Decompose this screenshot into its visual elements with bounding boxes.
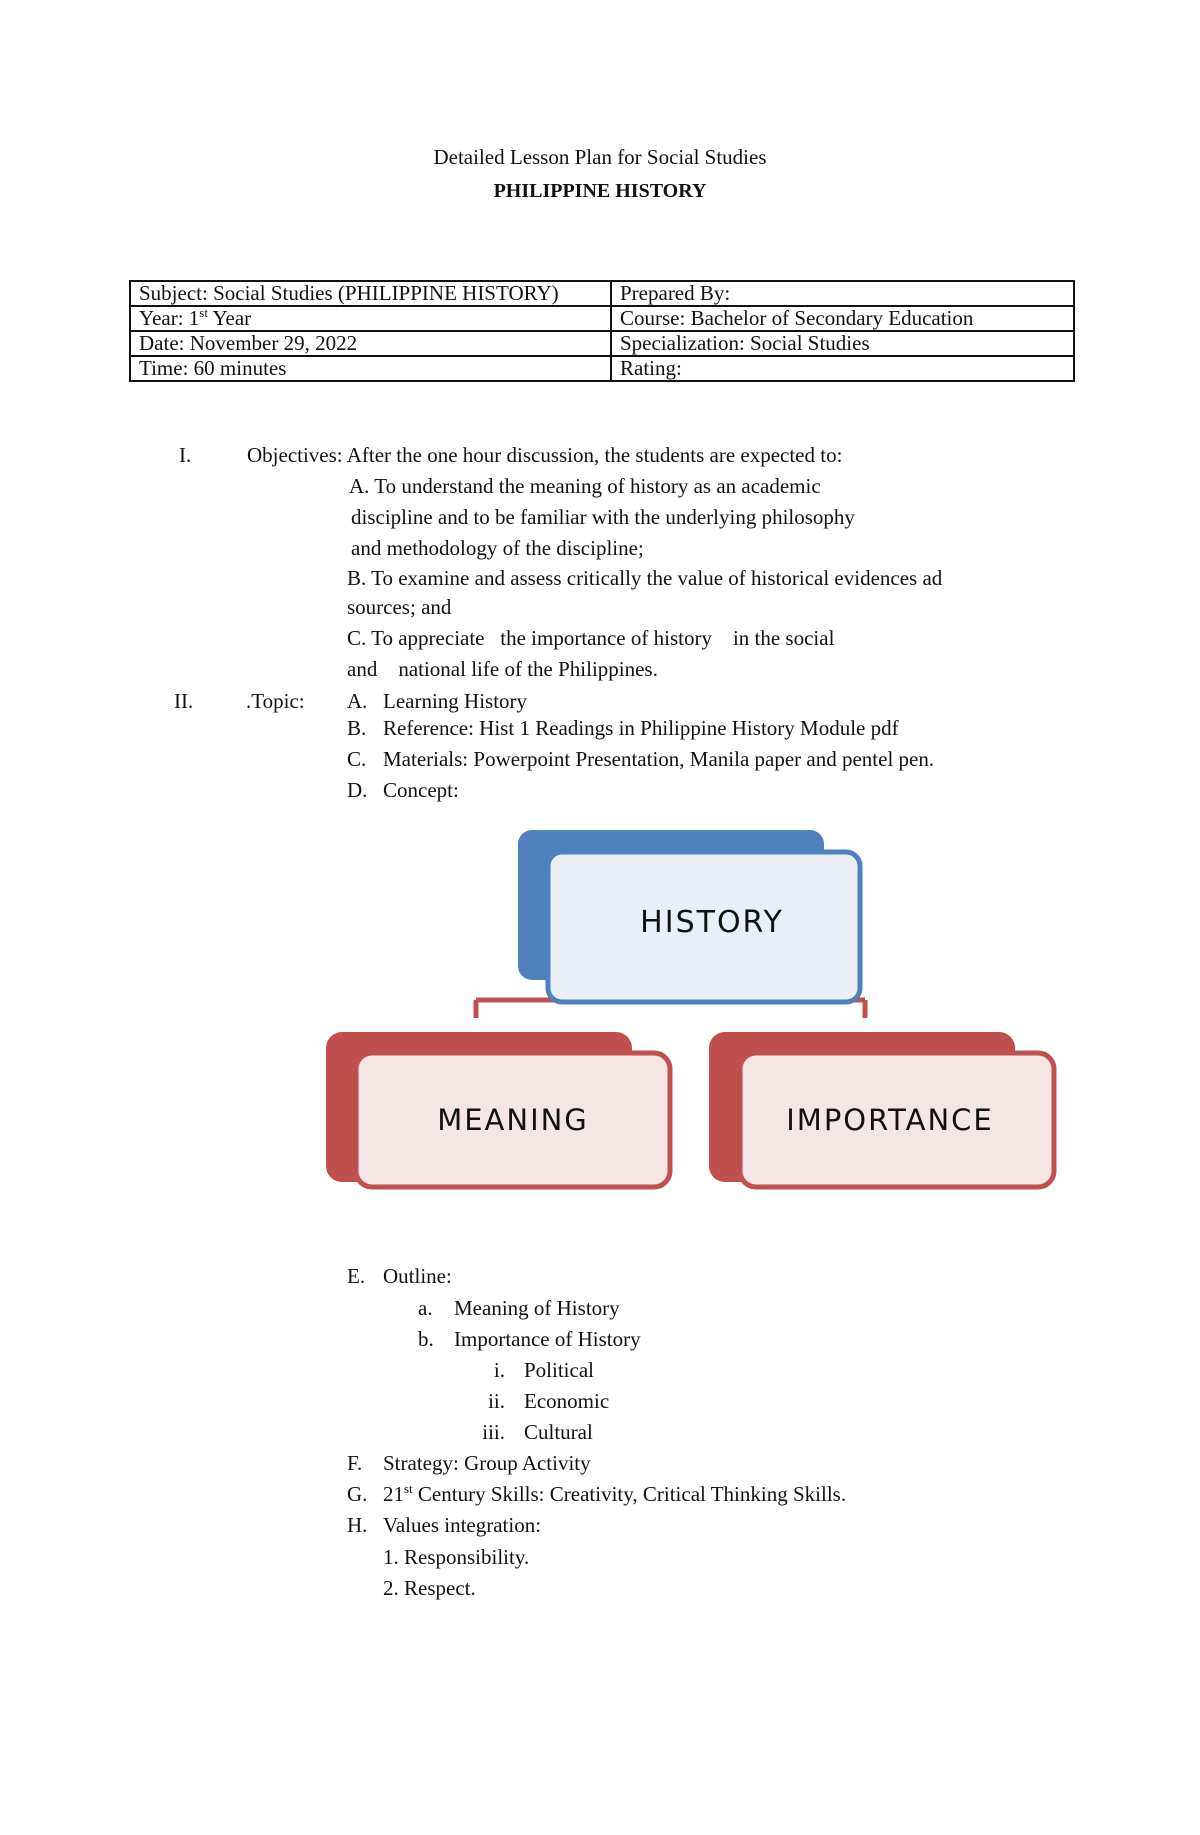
- year-cell: [130, 306, 611, 331]
- table-row: [130, 306, 1074, 331]
- objective-b-line2: sources; and: [347, 595, 452, 619]
- year-ordinal: st: [199, 306, 208, 320]
- topic-item-letter: D.: [347, 778, 368, 802]
- year-suffix: Year: [207, 306, 252, 330]
- values-item: 2. Respect.: [383, 1576, 476, 1600]
- table-row: [130, 356, 1074, 381]
- document-subtitle: PHILIPPINE HISTORY: [493, 180, 707, 202]
- outline-item-letter: a.: [418, 1296, 433, 1320]
- history-label: HISTORY: [640, 905, 784, 940]
- values-letter: H.: [347, 1513, 368, 1537]
- topic-item-letter: B.: [347, 716, 367, 740]
- outline-letter: E.: [347, 1264, 366, 1288]
- outline-subitem-numeral: iii.: [482, 1420, 505, 1444]
- year-prefix: Year: 1: [139, 306, 200, 330]
- objective-a-line3: and methodology of the discipline;: [351, 536, 644, 560]
- meaning-node: [326, 1032, 670, 1187]
- table-row: [130, 331, 1074, 356]
- objective-a-line2: discipline and to be familiar with the underlying philosophy: [351, 505, 855, 529]
- objective-c-line1: C. To appreciate the importance of history in the social: [347, 626, 835, 650]
- specialization-cell: Specialization: Social Studies: [611, 331, 1074, 356]
- values-label: Values integration:: [383, 1513, 542, 1537]
- objective-a-line1: A. To understand the meaning of history as an academic: [349, 474, 821, 498]
- subject-cell: Subject: Social Studies (PHILIPPINE HISTORY): [130, 281, 611, 306]
- outline-item-text: Importance of History: [454, 1327, 641, 1351]
- skills-prefix: 21: [383, 1482, 404, 1506]
- objectives-intro: Objectives: After the one hour discussion, the students are expected to:: [247, 443, 843, 467]
- topic-item-letter: A.: [347, 689, 368, 713]
- importance-label: IMPORTANCE: [786, 1103, 994, 1137]
- importance-node: [709, 1032, 1054, 1187]
- skills-text: [383, 1482, 846, 1506]
- topic-item-text: Reference: Hist 1 Readings in Philippine History Module pdf: [383, 716, 899, 740]
- skills-ordinal: st: [404, 1481, 413, 1496]
- date-cell: Date: November 29, 2022: [130, 331, 611, 356]
- topic-numeral: II.: [174, 689, 194, 713]
- outline-item-text: Meaning of History: [454, 1296, 620, 1320]
- outline-subitem-text: Political: [524, 1358, 594, 1382]
- values-item: 1. Responsibility.: [383, 1545, 530, 1569]
- topic-item-text: Materials: Powerpoint Presentation, Manila paper and pentel pen.: [383, 747, 935, 771]
- time-cell: Time: 60 minutes: [130, 356, 611, 381]
- skills-letter: G.: [347, 1482, 368, 1506]
- objective-b-line1: B. To examine and assess critically the value of historical evidences ad: [347, 566, 943, 590]
- table-row: [130, 281, 1074, 306]
- rating-cell: Rating:: [611, 356, 1074, 381]
- outline-item-letter: b.: [418, 1327, 434, 1351]
- outline-subitem-numeral: i.: [493, 1358, 505, 1382]
- topic-item-letter: C.: [347, 747, 367, 771]
- prepared-by-cell: Prepared By:: [611, 281, 1074, 306]
- document-title: Detailed Lesson Plan for Social Studies: [433, 145, 767, 169]
- course-cell: Course: Bachelor of Secondary Education: [611, 306, 1074, 331]
- objectives-numeral: I.: [179, 443, 192, 467]
- info-table: [129, 280, 1075, 382]
- outline-subitem-text: Cultural: [524, 1420, 593, 1444]
- topic-item-text: Concept:: [383, 778, 459, 802]
- strategy-text: Strategy: Group Activity: [383, 1451, 591, 1475]
- meaning-label: MEANING: [437, 1103, 589, 1137]
- concept-map: [300, 820, 1090, 1200]
- outline-subitem-text: Economic: [524, 1389, 610, 1413]
- skills-suffix: Century Skills: Creativity, Critical Thinking Skills.: [412, 1482, 847, 1506]
- objective-c-line2: and national life of the Philippines.: [347, 657, 658, 681]
- topic-label: .Topic:: [246, 689, 305, 713]
- strategy-letter: F.: [347, 1451, 363, 1475]
- topic-item-text: Learning History: [383, 689, 528, 713]
- outline-subitem-numeral: ii.: [488, 1389, 505, 1413]
- outline-label: Outline:: [383, 1264, 452, 1288]
- history-node: [518, 830, 860, 1002]
